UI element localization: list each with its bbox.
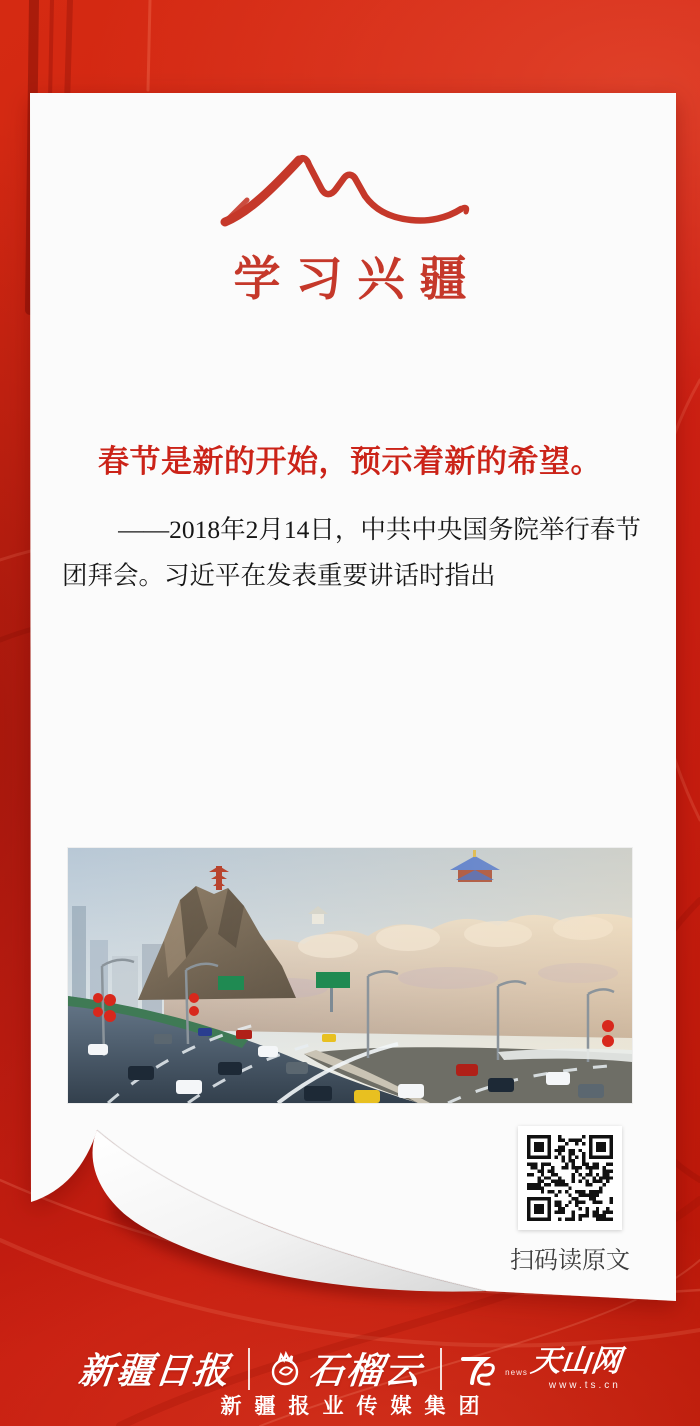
- shiliu-cloud-logo: 石榴云: [306, 1351, 426, 1391]
- logo-block: [0, 152, 700, 309]
- quote-attribution: ——2018年2月14日，中共中央国务院举行春节团拜会。习近平在发表重要讲话时指出: [62, 515, 641, 590]
- logo-title: 学习兴疆: [233, 254, 482, 306]
- quote-headline: 春节是新的开始，预示着新的希望。: [98, 444, 602, 479]
- qr-code-pattern: [527, 1135, 613, 1221]
- pomegranate-icon: [267, 1350, 303, 1388]
- brand-divider: [248, 1348, 250, 1390]
- qr-code: [518, 1126, 622, 1230]
- brand-tianshan: [459, 1344, 623, 1391]
- tianshan-ts-icon: [459, 1351, 499, 1387]
- qr-caption: 扫码读原文: [510, 1247, 630, 1274]
- tianshan-logo: 天山网: [529, 1344, 623, 1378]
- photo-winter-city-road: [68, 848, 632, 1103]
- brand-divider: [440, 1348, 442, 1390]
- xinjiang-daily-logo: 新疆日报: [76, 1351, 233, 1391]
- footer-brands: [0, 1343, 700, 1394]
- mountain-brush-icon: [215, 152, 485, 238]
- brand-shiliu-cloud: [267, 1343, 426, 1394]
- brand-xinjiang-daily: [76, 1343, 233, 1394]
- tianshan-url: www.ts.cn: [548, 1379, 621, 1391]
- tianshan-tag: news: [505, 1367, 528, 1377]
- footer-group-name: 新疆报业传媒集团: [220, 1395, 493, 1418]
